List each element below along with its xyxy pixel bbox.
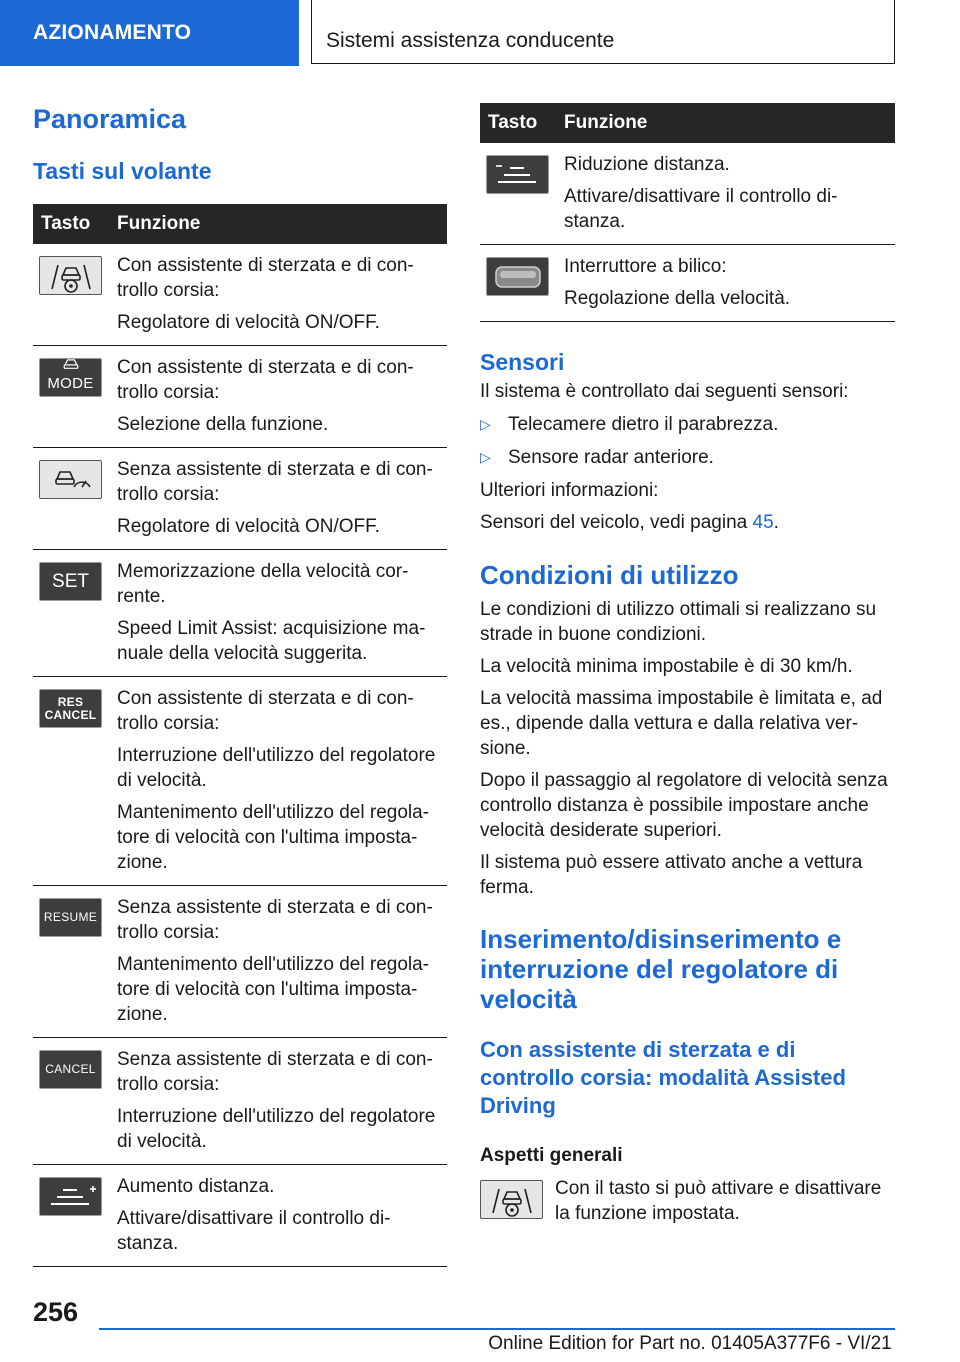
table-row bbox=[33, 677, 447, 886]
sensors-list bbox=[480, 412, 895, 470]
table-header-row bbox=[480, 103, 895, 143]
function-text: Senza assistente di sterzata e di con-trollo corsia: bbox=[117, 1049, 433, 1095]
sensors-heading: Sensori bbox=[480, 349, 565, 375]
table-row bbox=[33, 550, 447, 677]
table-row bbox=[480, 245, 895, 322]
resume-button-label: RESUME bbox=[43, 910, 98, 924]
conditions-paragraph: Dopo il passaggio al regolatore di velocità senza controllo distanza è possibile impostare anche velocità desiderate superiori. bbox=[480, 770, 888, 841]
table-row bbox=[480, 143, 895, 245]
assisted-driving-icon bbox=[480, 1180, 543, 1219]
function-text: Attivare/disattivare il controllo di-stanza. bbox=[117, 1208, 391, 1254]
conditions-paragraph: La velocità massima impostabile è limitata e, ad es., dipende dalla vettura e dalla relativa ver-sione. bbox=[480, 688, 883, 759]
column-header-function: Funzione bbox=[556, 103, 895, 143]
assisted-driving-icon bbox=[39, 256, 102, 295]
triangle-bullet-icon: ▷ bbox=[480, 416, 491, 432]
conditions-paragraph: Il sistema può essere attivato anche a vettura ferma. bbox=[480, 852, 863, 898]
cancel-button-icon bbox=[39, 1050, 102, 1089]
conditions-heading: Condizioni di utilizzo bbox=[480, 560, 739, 590]
general-aspects-block bbox=[480, 1180, 895, 1226]
edition-text: Online Edition for Part no. 01405A377F6 - VI/21 bbox=[488, 1333, 892, 1354]
conditions-paragraph: Le condizioni di utilizzo ottimali si realizzano su strade in buone condizioni. bbox=[480, 599, 877, 645]
triangle-bullet-icon: ▷ bbox=[480, 449, 491, 465]
function-text: Regolazione della velocità. bbox=[564, 288, 791, 309]
page-header bbox=[0, 0, 960, 66]
activation-heading: Inserimento/disinserimento e interruzione del regolatore di velocità bbox=[480, 924, 842, 1014]
page-number: 256 bbox=[33, 1297, 79, 1327]
function-text: Interruzione dell'utilizzo del regolatore di velocità. bbox=[117, 1106, 436, 1152]
function-text: Regolatore di velocità ON/OFF. bbox=[117, 312, 380, 333]
left-column bbox=[33, 103, 447, 1267]
right-column bbox=[480, 103, 895, 1226]
steering-keys-table bbox=[33, 204, 447, 1267]
sensors-intro: Il sistema è controllato dai seguenti sensori: bbox=[480, 381, 849, 402]
function-text: Memorizzazione della velocità cor-rente. bbox=[117, 561, 409, 607]
chapter-label: Sistemi assistenza conducente bbox=[311, 0, 895, 64]
function-text: Mantenimento dell'utilizzo del regola-tore di velocità con l'ultima imposta-zione. bbox=[117, 954, 430, 1025]
distance-increase-icon bbox=[39, 1177, 102, 1216]
list-item: ▷ Sensore radar anteriore. bbox=[480, 447, 714, 468]
section-subtitle: Tasti sul volante bbox=[33, 158, 212, 184]
table-row bbox=[33, 448, 447, 550]
page-title: Panoramica bbox=[33, 104, 187, 134]
table-row bbox=[33, 886, 447, 1038]
list-item: ▷ Telecamere dietro il parabrezza. bbox=[480, 414, 779, 435]
set-button-label: SET bbox=[52, 571, 89, 592]
resume-button-icon bbox=[39, 898, 102, 937]
column-header-key: Tasto bbox=[33, 204, 109, 244]
more-info-label: Ulteriori informazioni: bbox=[480, 480, 659, 501]
function-text: Selezione della funzione. bbox=[117, 414, 329, 435]
steering-keys-table-continued bbox=[480, 103, 895, 322]
table-header-row bbox=[33, 204, 447, 244]
function-text: Regolatore di velocità ON/OFF. bbox=[117, 516, 380, 537]
speed-limiter-icon bbox=[39, 460, 102, 499]
function-text: Con assistente di sterzata e di con-trollo corsia: bbox=[117, 688, 414, 734]
function-text: Con assistente di sterzata e di con-trollo corsia: bbox=[117, 357, 414, 403]
set-button-icon bbox=[39, 562, 102, 601]
function-text: Senza assistente di sterzata e di con-trollo corsia: bbox=[117, 459, 433, 505]
table-row bbox=[33, 244, 447, 346]
section-label: AZIONAMENTO bbox=[0, 0, 299, 66]
general-aspects-text: Con il tasto si può attivare e disattivare la funzione impostata. bbox=[555, 1178, 882, 1224]
rocker-switch-icon bbox=[486, 257, 549, 296]
function-text: Attivare/disattivare il controllo di-stanza. bbox=[564, 186, 838, 232]
function-text: Aumento distanza. bbox=[117, 1176, 275, 1197]
function-text: Interruzione dell'utilizzo del regolatore di velocità. bbox=[117, 745, 436, 791]
mode-button-label: MODE bbox=[47, 375, 94, 392]
table-row bbox=[33, 1165, 447, 1267]
table-row bbox=[33, 1038, 447, 1165]
assisted-driving-heading: Con assistente di sterzata e di controllo corsia: modalità Assisted Driving bbox=[480, 1037, 846, 1118]
footer-divider bbox=[99, 1328, 895, 1330]
res-cancel-button-label: RES CANCEL bbox=[44, 694, 97, 722]
column-header-function: Funzione bbox=[109, 204, 447, 244]
general-aspects-heading: Aspetti generali bbox=[480, 1145, 623, 1166]
cancel-button-label: CANCEL bbox=[45, 1062, 96, 1076]
function-text: Speed Limit Assist: acquisizione ma-nuale della velocità suggerita. bbox=[117, 618, 426, 664]
distance-decrease-icon bbox=[486, 155, 549, 194]
function-text: Interruttore a bilico: bbox=[564, 256, 727, 277]
function-text: Con assistente di sterzata e di con-trollo corsia: bbox=[117, 255, 414, 301]
sensors-reference: Sensori del veicolo, vedi pagina 45. bbox=[480, 512, 779, 533]
function-text: Mantenimento dell'utilizzo del regola-tore di velocità con l'ultima imposta-zione. bbox=[117, 802, 430, 873]
function-text: Riduzione distanza. bbox=[564, 154, 730, 175]
res-cancel-button-icon bbox=[39, 689, 102, 728]
function-text: Senza assistente di sterzata e di con-trollo corsia: bbox=[117, 897, 433, 943]
conditions-paragraph: La velocità minima impostabile è di 30 km/h. bbox=[480, 656, 853, 677]
page-link[interactable]: 45 bbox=[752, 512, 774, 533]
column-header-key: Tasto bbox=[480, 103, 556, 143]
table-row bbox=[33, 346, 447, 448]
mode-button-icon bbox=[39, 358, 102, 397]
